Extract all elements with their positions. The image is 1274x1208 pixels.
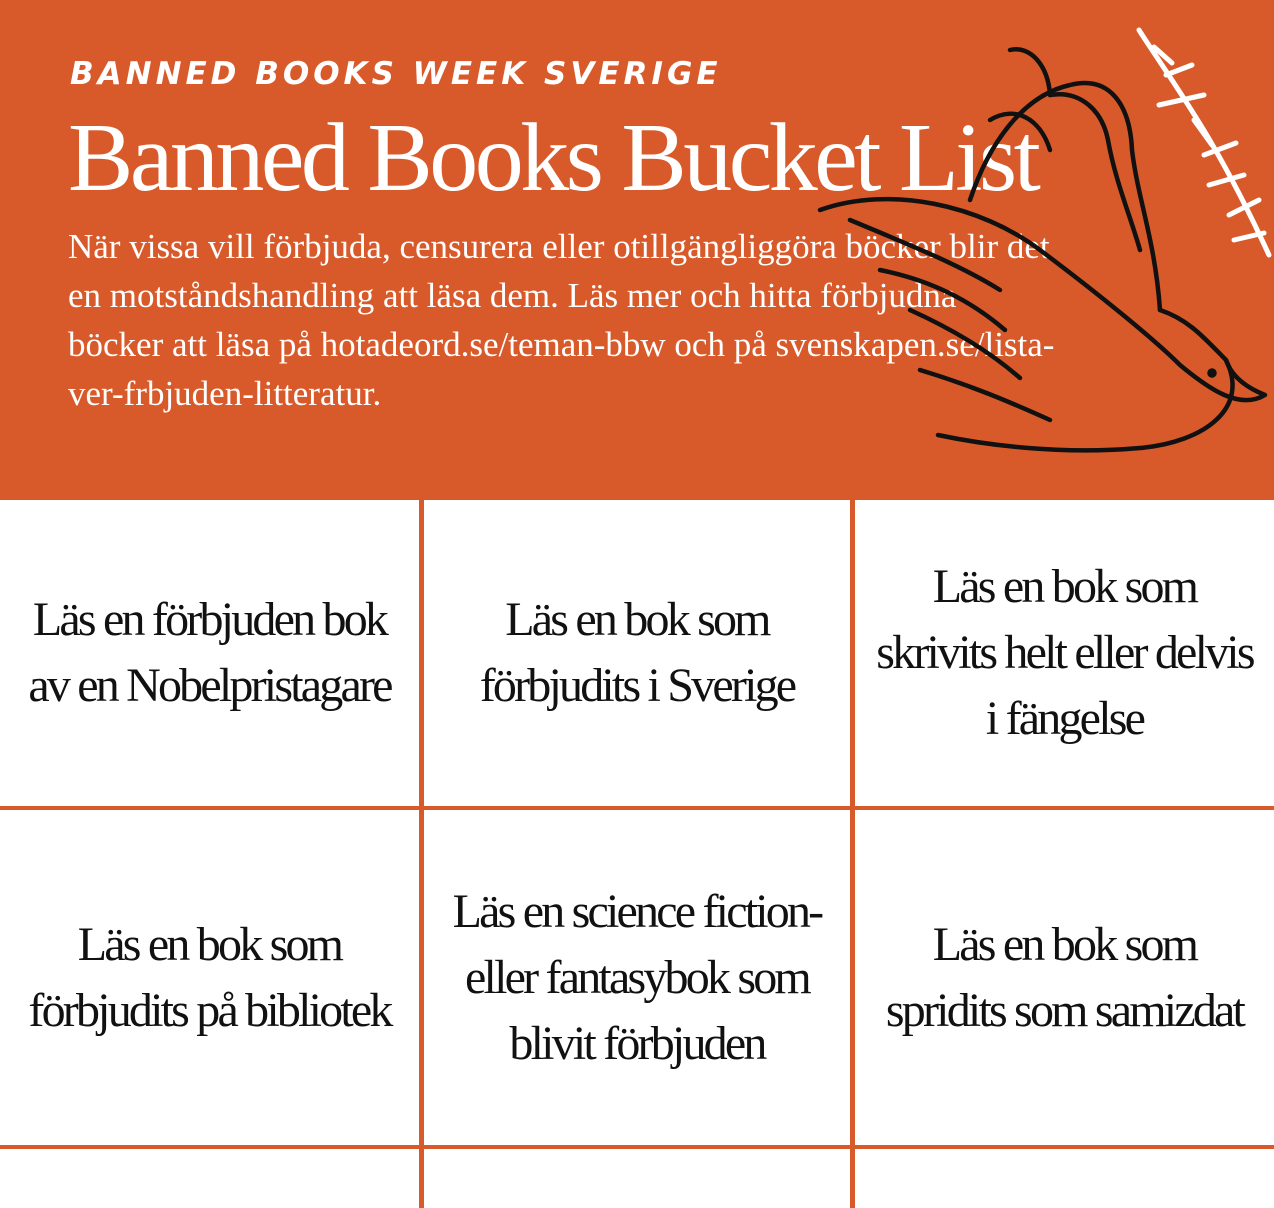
- bucket-list-item: [0, 500, 419, 806]
- bucket-list-item: [855, 500, 1274, 806]
- bucket-list-item-text: Läs en bok som förbjudits i Sverige: [479, 593, 795, 712]
- barbed-wire-icon: [1134, 25, 1274, 265]
- kicker-text: BANNED BOOKS WEEK SVERIGE: [70, 56, 722, 92]
- bucket-list-item: [424, 810, 850, 1145]
- bucket-list-item-text: Läs en förbjuden bok av en Nobelpristagare: [28, 593, 391, 712]
- bucket-list-item-text: Läs en bok som förbjudits på bibliotek: [28, 917, 391, 1037]
- page-title: Banned Books Bucket List: [68, 104, 1038, 212]
- intro-paragraph: När vissa vill förbjuda, censurera eller otillgängliggöra böcker blir det en motståndshandling att läsa dem. Läs mer och hitta förbjudna böcker att läsa på hotadeord.se/teman-bbw och på svenskapen.se/lista-ver-frbjuden-litteratur.: [68, 227, 1055, 413]
- grid-divider: [0, 1145, 1274, 1149]
- bucket-list-item: [424, 500, 850, 806]
- bucket-list-item-text: Läs en bok som skrivits helt eller delvis i fängelse: [876, 560, 1253, 745]
- bucket-list-item: [855, 810, 1274, 1145]
- bucket-list-item: [0, 810, 419, 1145]
- bucket-list-item-text: Läs en science fiction- eller fantasybok som blivit förbjuden: [452, 884, 822, 1070]
- header-banner: [0, 0, 1274, 500]
- bucket-list-item-text: Läs en bok som spridits som samizdat: [885, 917, 1244, 1037]
